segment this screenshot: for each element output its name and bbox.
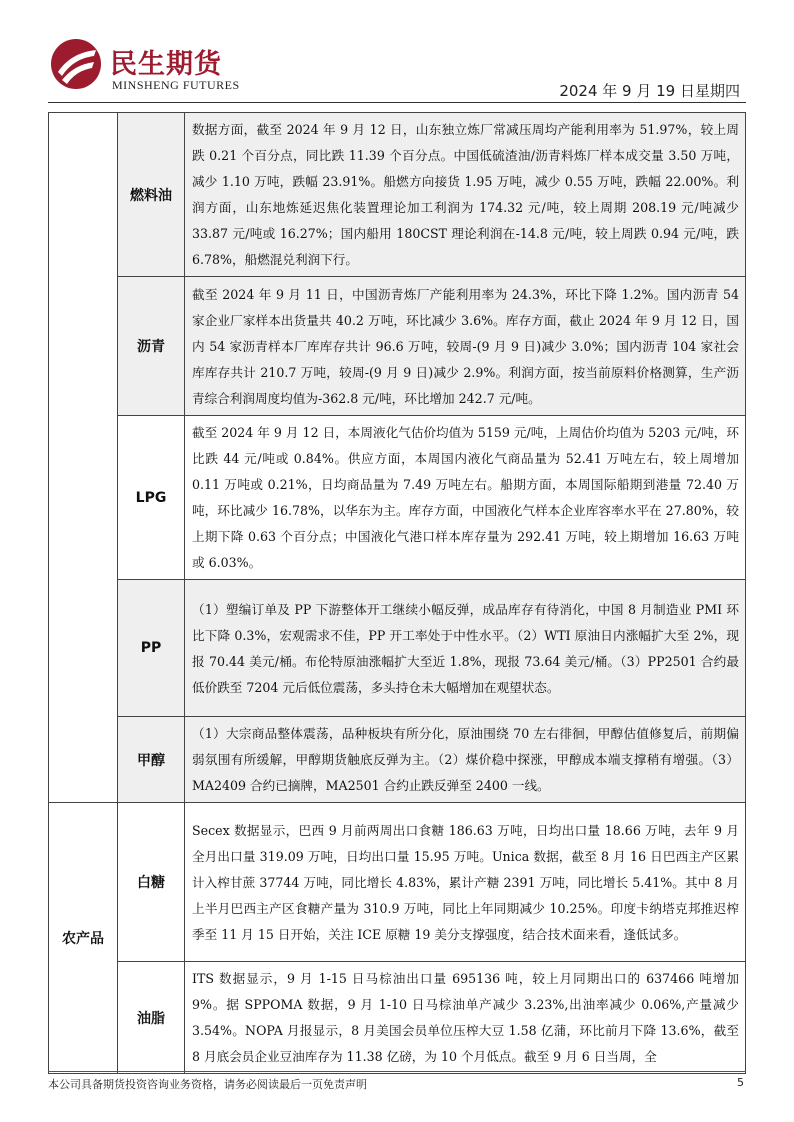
product-cell: 甲醇	[118, 717, 185, 803]
page-footer	[48, 1076, 746, 1092]
product-cell: 燃料油	[118, 113, 185, 277]
company-name-en: MINSHENG FUTURES	[112, 78, 240, 92]
content-cell: 截至 2024 年 9 月 12 日，本周液化气估价均值为 5159 元/吨，上周估价均值为 5203 元/吨，环比跌 44 元/吨或 0.84%。供应方面，本周国内液化气商品量为 52.41 万吨左右，较上周增加 0.11 万吨或 0.21%，日均商品量为 7.49 万吨左右。船期方面，本周国际船期到港量 72.40 万吨，环比减少 16.78%，以华东为主。库存方面，中国液化气样本企业库容率水平在 27.80%，较上期下降 0.63 个百分点；中国液化气港口样本库存量为 292.41 万吨，较上期增加 16.63 万吨或 6.03%。	[185, 416, 746, 580]
content-cell: 数据方面，截至 2024 年 9 月 12 日，山东独立炼厂常减压周均产能利用率为 51.97%，较上周跌 0.21 个百分点，同比跌 11.39 个百分点。中国低硫渣油/沥青料炼厂样本成交量 3.50 万吨，减少 1.10 万吨，跌幅 23.91%。船燃方向接货 1.95 万吨，减少 0.55 万吨，跌幅 22.00%。利润方面，山东地炼延迟焦化装置理论加工利润为 174.32 元/吨，较上周期 208.19 元/吨减少 33.87 元/吨或 16.27%；国内船用 180CST 理论利润在-14.8 元/吨，较上周跌 0.94 元/吨，跌 6.78%，船燃混兑利润下行。	[185, 113, 746, 277]
content-cell: Secex 数据显示，巴西 9 月前两周出口食糖 186.63 万吨，日均出口量 18.66 万吨，去年 9 月全月出口量 319.09 万吨，日均出口量 15.95 万吨。Unica 数据，截至 8 月 16 日巴西主产区累计入榨甘蔗 37744 万吨，同比增长 4.83%，累计产糖 2391 万吨，同比增长 5.41%。其中 8 月上半月巴西主产区食糖产量为 310.9 万吨，同比上年同期减少 10.25%。印度卡纳塔克邦推迟榨季至 11 月 15 日开始，关注 ICE 原糖 19 美分支撑强度，结合技术面来看，逢低试多。	[185, 803, 746, 962]
content-cell: 截至 2024 年 9 月 11 日，中国沥青炼厂产能利用率为 24.3%，环比下降 1.2%。国内沥青 54 家企业厂家样本出货量共 40.2 万吨，环比减少 3.6%。库存方面，截止 2024 年 9 月 12 日，国内 54 家沥青样本厂库库存共计 96.6 万吨，较周-(9 月 9 日)减少 3.0%；国内沥青 104 家社会库库存共计 210.7 万吨，较周-(9 月 9 日)减少 2.9%。利润方面，按当前原料价格测算，生产沥青综合利润周度均值为-362.8 元/吨，环比增加 242.7 元/吨。	[185, 277, 746, 416]
content-cell: （1）大宗商品整体震荡，品种板块有所分化，原油围绕 70 左右徘徊，甲醇估值修复后，前期偏弱氛围有所缓解，甲醇期货触底反弹为主。（2）煤价稳中探涨，甲醇成本端支撑稍有增强。（3）MA2409 合约已摘牌，MA2501 合约止跌反弹至 2400 一线。	[185, 717, 746, 803]
table-row	[49, 113, 746, 277]
page-number: 5	[737, 1076, 744, 1089]
commodity-table	[48, 112, 746, 1074]
footer-divider	[48, 1071, 746, 1072]
header-divider	[48, 102, 746, 103]
product-cell: 白糖	[118, 803, 185, 962]
product-cell: PP	[118, 580, 185, 717]
product-cell: LPG	[118, 416, 185, 580]
company-name-cn: 民生期货	[110, 49, 222, 80]
product-cell: 沥青	[118, 277, 185, 416]
content-cell: （1）塑编订单及 PP 下游整体开工继续小幅反弹，成品库存有待消化，中国 8 月制造业 PMI 环比下降 0.3%，宏观需求不佳，PP 开工率处于中性水平。（2）WTI 原油日内涨幅扩大至 2%，现报 70.44 美元/桶。布伦特原油涨幅扩大至近 1.8%，现报 73.64 美元/桶。（3）PP2501 合约最低价跌至 7204 元后低位震荡，多头持仓未大幅增加在观望状态。	[185, 580, 746, 717]
table-row	[49, 803, 746, 962]
table-row	[49, 416, 746, 580]
group-cell-agri: 农产品	[49, 803, 118, 1074]
product-cell: 油脂	[118, 962, 185, 1074]
content-cell: ITS 数据显示，9 月 1-15 日马棕油出口量 695136 吨，较上月同期出口的 637466 吨增加 9%。据 SPPOMA 数据，9 月 1-10 日马棕油单产减少 3.23%,出油率减少 0.06%,产量减少 3.54%。NOPA 月报显示，8 月美国会员单位压榨大豆 1.58 亿蒲，环比前月下降 13.6%，截至 8 月底会员企业豆油库存为 11.38 亿磅，为 10 个月低点。截至 9 月 6 日当周，全	[185, 962, 746, 1074]
disclaimer-text: 本公司具备期货投资咨询业务资格，请务必阅读最后一页免责声明	[48, 1078, 367, 1091]
group-cell-energy	[49, 113, 118, 803]
table-row	[49, 962, 746, 1074]
table-row	[49, 717, 746, 803]
report-date: 2024 年 9 月 19 日星期四	[559, 82, 740, 100]
table-row	[49, 277, 746, 416]
minsheng-logo-icon	[50, 38, 102, 90]
page-header	[48, 36, 746, 104]
table-row	[49, 580, 746, 717]
